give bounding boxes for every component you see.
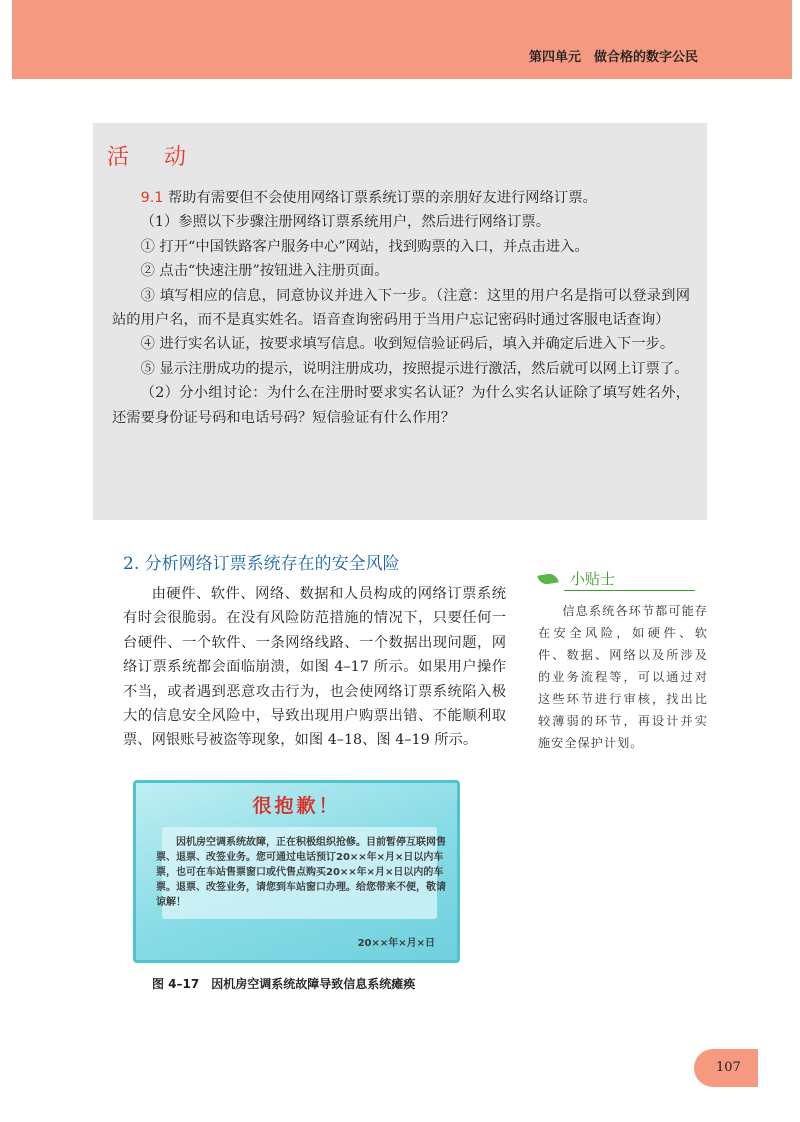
notice-title: 很抱歉！ (252, 795, 341, 817)
activity-body (112, 186, 690, 430)
figure-notice-image (133, 780, 460, 963)
activity-paragraph: （1）参照以下步骤注册网络订票系统用户，然后进行网络订票。 (140, 214, 550, 231)
activity-number: 9.1 (140, 190, 164, 206)
activity-paragraph: ① 打开“中国铁路客户服务中心”网站，找到购票的入口，并点击进入。 (140, 238, 589, 255)
running-header: 第四单元 做合格的数字公民 (528, 50, 698, 65)
tip-title: 小贴士 (570, 570, 616, 588)
tip-paragraph: 信息系统各环节都可能存在安全风险，如硬件、软件、数据、网络以及所涉及的业务流程等，可以通过对这些环节进行审核，找出比较薄弱的环节，再设计并实施安全保护计划。 (538, 604, 708, 750)
activity-paragraph: ④ 进行实名认证，按要求填写信息。收到短信验证码后，填入并确定后进入下一步。 (140, 336, 675, 353)
activity-paragraph: ⑤ 显示注册成功的提示，说明注册成功，按照提示进行激活，然后就可以网上订票了。 (140, 360, 689, 377)
figure-caption: 图 4–17 因机房空调系统故障导致信息系统瘫痪 (152, 977, 416, 991)
page-number: 107 (716, 1060, 741, 1075)
activity-paragraph: （2）分小组讨论：为什么在注册时要求实名认证？为什么实名认证除了填写姓名外，还需要身份证号码和电话号码？短信验证有什么作用？ (112, 385, 690, 426)
leaf-icon (537, 572, 558, 585)
body-paragraph: 由硬件、软件、网络、数据和人员构成的网络订票系统有时会很脆弱。在没有风险防范措施的情况下，只要任何一台硬件、一个软件、一条网络线路、一个数据出现问题，网络订票系统都会面临崩溃，如图 4–17 所示。如果用户操作不当，或者遇到恶意攻击行为，也会使网络订票系统陷入极大的信息安全风险中，导致出现用户购票出错、不能顺利取票、网银账号被盗等现象，如图 4–18、图 4–19 所示。 (123, 586, 506, 749)
header-band (12, 0, 792, 79)
page-number-tab (694, 1049, 758, 1087)
section-body (123, 582, 506, 753)
tip-underline (564, 590, 695, 591)
notice-text: 因机房空调系统故障，正在积极组织抢修。目前暂停互联网售票、退票、改签业务。您可通过电话预订20××年×月×日以内车票，也可在车站售票窗口或代售点购买20××年×月×日以内的车票。退票、改签业务，请您到车站窗口办理。给您带来不便，敬请谅解！ (156, 837, 446, 908)
activity-title: 活 动 (107, 145, 200, 170)
activity-paragraph: ③ 填写相应的信息，同意协议并进入下一步。（注意：这里的用户名是指可以登录到网站的用户名，而不是真实姓名。语音查询密码用于当用户忘记密码时通过客服电话查询） (112, 287, 690, 329)
activity-paragraph: ② 点击“快速注册”按钮进入注册页面。 (140, 263, 389, 280)
notice-date: 20××年×月×日 (357, 938, 435, 949)
tip-body (538, 600, 708, 754)
tip-header (538, 568, 698, 592)
section-heading: 2. 分析网络订票系统存在的安全风险 (123, 554, 400, 574)
activity-intro: 9.1 帮助有需要但不会使用网络订票系统订票的亲朋好友进行网络订票。 (140, 190, 597, 206)
